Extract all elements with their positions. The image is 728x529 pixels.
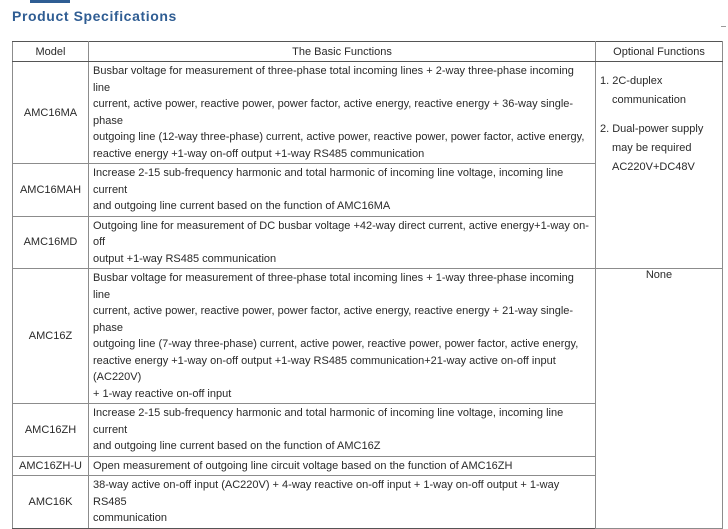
page-title: Product Specifications [12, 8, 177, 24]
functions-line: + 1-way reactive on-off input [93, 387, 232, 400]
functions-line: Open measurement of outgoing line circuit voltage based on the function of AMC16ZH [93, 459, 513, 472]
specifications-table [12, 41, 723, 529]
functions-line: reactive energy +1-way on-off output +1-way RS485 communication+21-way active on-off input (AC220V) [93, 354, 556, 383]
functions-cell [89, 456, 596, 476]
functions-cell [89, 269, 596, 404]
functions-cell [89, 62, 596, 164]
optional-functions-cell [596, 62, 723, 269]
model-cell: AMC16ZH [13, 404, 89, 457]
functions-cell [89, 404, 596, 457]
model-cell: AMC16MD [13, 216, 89, 269]
optional-none-cell: None [596, 269, 723, 529]
functions-line: 38-way active on-off input (AC220V) + 4-way reactive on-off input + 1-way on-off output + 1-way RS485 [93, 479, 560, 508]
functions-cell [89, 216, 596, 269]
functions-line: outgoing line (7-way three-phase) current, active power, reactive power, power factor, active energy, [93, 338, 579, 350]
functions-line: and outgoing line current based on the function of AMC16MA [93, 200, 391, 212]
functions-line: output +1-way RS485 communication [93, 252, 277, 265]
edge-mark [721, 26, 726, 27]
table-row [13, 62, 723, 164]
functions-line: current, active power, reactive power, power factor, active energy, reactive energy + 36-way single-phase [93, 98, 574, 127]
optional-item-line: AC220V+DC48V [612, 161, 695, 173]
header-optional-functions: Optional Functions [596, 42, 723, 62]
model-cell: AMC16MAH [13, 164, 89, 217]
functions-cell [89, 476, 596, 529]
functions-line: current, active power, reactive power, power factor, active energy, reactive energy + 21-way single-phase [93, 305, 574, 334]
model-cell: AMC16K [13, 476, 89, 529]
functions-line: communication [93, 512, 167, 524]
header-basic-functions: The Basic Functions [89, 42, 596, 62]
heading-accent-bar [30, 0, 70, 3]
functions-line: Busbar voltage for measurement of three-phase total incoming lines + 2-way three-phase incoming line [93, 65, 574, 94]
functions-line: Increase 2-15 sub-frequency harmonic and total harmonic of incoming line voltage, incoming line current [93, 167, 564, 196]
table-row [13, 269, 723, 404]
optional-item-line: may be required [612, 142, 692, 154]
optional-item-line: 1. 2C-duplex [600, 75, 663, 87]
model-cell: AMC16ZH-U [13, 456, 89, 476]
functions-line: outgoing line (12-way three-phase) current, active power, reactive power, power factor, active energy, [93, 131, 585, 143]
functions-line: and outgoing line current based on the function of AMC16Z [93, 440, 381, 452]
table-header-row [13, 42, 723, 62]
functions-line: reactive energy +1-way on-off output +1-way RS485 communication [93, 147, 425, 160]
optional-item-line: 2. Dual-power supply [600, 123, 704, 135]
functions-line: Increase 2-15 sub-frequency harmonic and total harmonic of incoming line voltage, incoming line current [93, 407, 564, 436]
optional-item-line: communication [612, 94, 686, 106]
functions-cell [89, 164, 596, 217]
model-cell: AMC16Z [13, 269, 89, 404]
model-cell: AMC16MA [13, 62, 89, 164]
header-model: Model [13, 42, 89, 62]
functions-line: Busbar voltage for measurement of three-phase total incoming lines + 1-way three-phase incoming line [93, 272, 574, 301]
functions-line: Outgoing line for measurement of DC busbar voltage +42-way direct current, active energy+1-way on-off [93, 219, 589, 248]
